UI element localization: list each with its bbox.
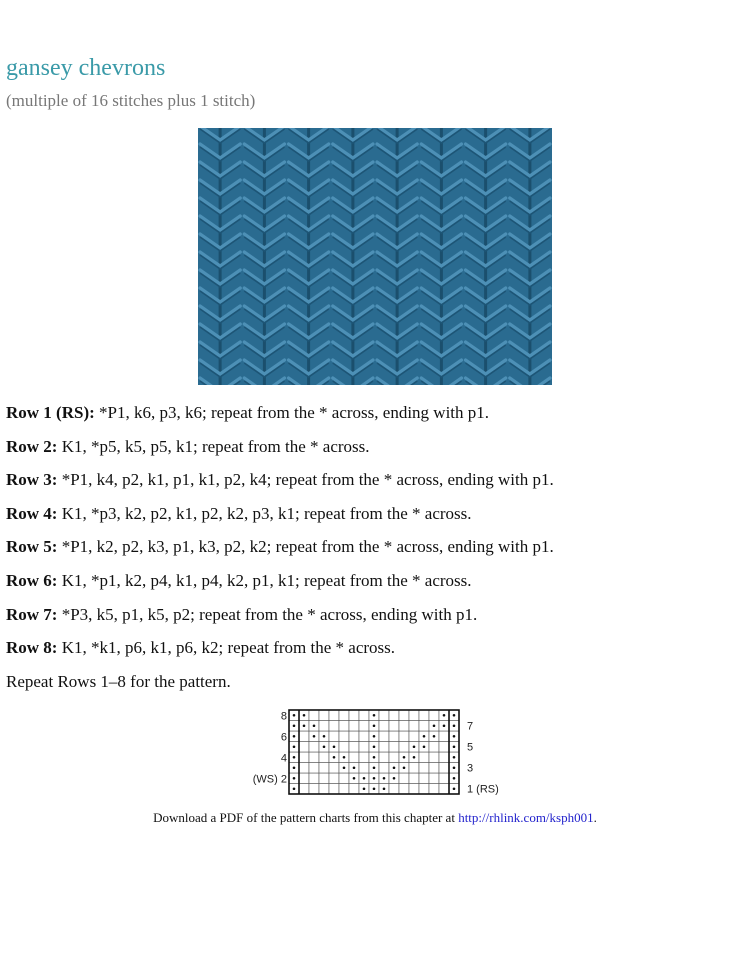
chart-cell bbox=[399, 784, 409, 795]
chart-cell bbox=[329, 773, 339, 784]
knitted-swatch-photo bbox=[198, 128, 552, 385]
chart-cell bbox=[389, 731, 399, 742]
chart-purl-dot bbox=[373, 735, 376, 738]
chart-cell bbox=[319, 721, 329, 732]
chart-cell bbox=[399, 710, 409, 721]
chart-cell bbox=[339, 773, 349, 784]
chart-cell bbox=[409, 773, 419, 784]
stitch-chart-grid bbox=[245, 704, 507, 798]
chart-cell bbox=[419, 752, 429, 763]
chart-cell bbox=[389, 721, 399, 732]
chart-cell bbox=[409, 731, 419, 742]
chart-row-label-1-rs: 1 (RS) bbox=[467, 783, 499, 796]
row-label: Row 8: bbox=[6, 638, 58, 658]
chart-cell bbox=[379, 752, 389, 763]
chart-purl-dot bbox=[403, 766, 406, 769]
chart-cell bbox=[329, 721, 339, 732]
row-instruction bbox=[6, 469, 554, 503]
chart-purl-dot bbox=[303, 714, 306, 717]
chart-cell bbox=[399, 773, 409, 784]
chart-cell bbox=[309, 710, 319, 721]
chart-cell bbox=[309, 742, 319, 753]
row-label: Row 6: bbox=[6, 570, 58, 590]
chart-cell bbox=[349, 731, 359, 742]
chart-purl-dot bbox=[423, 735, 426, 738]
chart-cell bbox=[349, 710, 359, 721]
chart-cell bbox=[329, 710, 339, 721]
chart-row-label-5: 5 bbox=[467, 741, 474, 754]
chart-purl-dot bbox=[433, 735, 436, 738]
chart-cell bbox=[409, 784, 419, 795]
chart-purl-dot bbox=[373, 766, 376, 769]
chart-purl-dot bbox=[293, 777, 296, 780]
row-text: *P1, k2, p2, k3, p1, k3, p2, k2; repeat from the * across, ending with p1. bbox=[57, 537, 554, 557]
chart-cell bbox=[329, 731, 339, 742]
download-suffix: . bbox=[593, 810, 597, 825]
chart-purl-dot bbox=[293, 714, 296, 717]
chart-cell bbox=[349, 721, 359, 732]
chart-cell bbox=[349, 752, 359, 763]
chart-purl-dot bbox=[333, 745, 336, 748]
chart-purl-dot bbox=[383, 787, 386, 790]
chart-cell bbox=[409, 763, 419, 774]
chart-purl-dot bbox=[293, 787, 296, 790]
chart-cell bbox=[389, 710, 399, 721]
chart-cell bbox=[429, 710, 439, 721]
chart-purl-dot bbox=[453, 745, 456, 748]
chart-purl-dot bbox=[293, 756, 296, 759]
chart-purl-dot bbox=[373, 756, 376, 759]
chart-cell bbox=[389, 752, 399, 763]
chart-cell bbox=[339, 742, 349, 753]
chart-cell bbox=[309, 773, 319, 784]
chart-cell bbox=[299, 763, 309, 774]
chart-cell bbox=[319, 773, 329, 784]
chart-purl-dot bbox=[363, 787, 366, 790]
chart-cell bbox=[419, 710, 429, 721]
chart-purl-dot bbox=[393, 777, 396, 780]
chart-cell bbox=[379, 742, 389, 753]
chart-purl-dot bbox=[423, 745, 426, 748]
chart-purl-dot bbox=[453, 735, 456, 738]
chart-purl-dot bbox=[323, 735, 326, 738]
chart-cell bbox=[359, 742, 369, 753]
chart-purl-dot bbox=[293, 735, 296, 738]
chart-cell bbox=[299, 773, 309, 784]
chart-row-label-4: 4 bbox=[280, 752, 287, 765]
row-label: Row 3: bbox=[6, 470, 58, 490]
chart-purl-dot bbox=[343, 766, 346, 769]
row-label: Row 7: bbox=[6, 604, 58, 624]
row-instruction bbox=[6, 604, 554, 638]
row-instruction bbox=[6, 570, 554, 604]
chart-purl-dot bbox=[453, 724, 456, 727]
row-instructions bbox=[6, 402, 554, 704]
chart-purl-dot bbox=[373, 787, 376, 790]
chart-cell bbox=[359, 710, 369, 721]
row-instruction bbox=[6, 536, 554, 570]
chart-cell bbox=[299, 784, 309, 795]
chart-cell bbox=[319, 784, 329, 795]
chart-cell bbox=[339, 721, 349, 732]
chart-purl-dot bbox=[373, 714, 376, 717]
chart-cell bbox=[319, 763, 329, 774]
chart-cell bbox=[339, 710, 349, 721]
row-text: *P1, k4, p2, k1, p1, k1, p2, k4; repeat from the * across, ending with p1. bbox=[57, 470, 554, 490]
pattern-title: gansey chevrons bbox=[6, 55, 166, 81]
chart-cell bbox=[439, 742, 449, 753]
chart-cell bbox=[299, 742, 309, 753]
chart-cell bbox=[419, 784, 429, 795]
chart-purl-dot bbox=[293, 745, 296, 748]
chart-cell bbox=[389, 742, 399, 753]
chart-cell bbox=[379, 710, 389, 721]
chart-purl-dot bbox=[443, 724, 446, 727]
chart-cell bbox=[399, 731, 409, 742]
row-text: *P1, k6, p3, k6; repeat from the * across, ending with p1. bbox=[94, 403, 490, 422]
chart-cell bbox=[409, 710, 419, 721]
chart-purl-dot bbox=[453, 766, 456, 769]
chart-cell bbox=[379, 763, 389, 774]
chart-cell bbox=[359, 752, 369, 763]
chart-purl-dot bbox=[353, 766, 356, 769]
row-text: K1, *p1, k2, p4, k1, p4, k2, p1, k1; repeat from the * across. bbox=[57, 570, 472, 590]
download-text: Download a PDF of the pattern charts from this chapter at bbox=[153, 810, 459, 825]
chart-cell bbox=[429, 763, 439, 774]
chart-cell bbox=[439, 773, 449, 784]
chart-cell bbox=[379, 731, 389, 742]
download-link[interactable]: http://rhlink.com/ksph001 bbox=[458, 810, 594, 825]
chart-cell bbox=[359, 763, 369, 774]
row-label: Row 2: bbox=[6, 436, 58, 456]
chart-purl-dot bbox=[393, 766, 396, 769]
chart-purl-dot bbox=[413, 756, 416, 759]
chart-purl-dot bbox=[293, 724, 296, 727]
chart-purl-dot bbox=[413, 745, 416, 748]
chart-row-label-8: 8 bbox=[280, 710, 287, 723]
chart-cell bbox=[339, 784, 349, 795]
chart-cell bbox=[329, 784, 339, 795]
chart-purl-dot bbox=[373, 724, 376, 727]
chart-cell bbox=[359, 721, 369, 732]
chart-cell bbox=[429, 752, 439, 763]
repeat-note: Repeat Rows 1–8 for the pattern. bbox=[6, 671, 231, 691]
chart-cell bbox=[309, 784, 319, 795]
chart-cell bbox=[329, 763, 339, 774]
row-text: K1, *p3, k2, p2, k1, p2, k2, p3, k1; repeat from the * across. bbox=[57, 503, 472, 523]
chart-cell bbox=[439, 752, 449, 763]
chart-cell bbox=[399, 721, 409, 732]
swatch-chevron-texture bbox=[198, 128, 552, 385]
chart-purl-dot bbox=[293, 766, 296, 769]
chart-cell bbox=[419, 773, 429, 784]
chart-purl-dot bbox=[453, 777, 456, 780]
chart-purl-dot bbox=[383, 777, 386, 780]
chart-cell bbox=[439, 784, 449, 795]
chart-purl-dot bbox=[333, 756, 336, 759]
chart-cell bbox=[429, 742, 439, 753]
chart-cell bbox=[309, 752, 319, 763]
chart-cell bbox=[419, 721, 429, 732]
chart-cell bbox=[309, 763, 319, 774]
chart-purl-dot bbox=[313, 735, 316, 738]
chart-purl-dot bbox=[313, 724, 316, 727]
chart-cell bbox=[299, 752, 309, 763]
chart-cell bbox=[399, 742, 409, 753]
chart-row-label-6: 6 bbox=[280, 731, 287, 744]
chart-cell bbox=[359, 731, 369, 742]
row-label: Row 5: bbox=[6, 537, 58, 557]
chart-purl-dot bbox=[373, 777, 376, 780]
row-instruction bbox=[6, 402, 554, 436]
row-instruction bbox=[6, 503, 554, 537]
chart-purl-dot bbox=[453, 714, 456, 717]
chart-purl-dot bbox=[403, 756, 406, 759]
chart-purl-dot bbox=[453, 787, 456, 790]
chart-cell bbox=[319, 710, 329, 721]
chart-purl-dot bbox=[373, 745, 376, 748]
chart-cell bbox=[429, 773, 439, 784]
row-text: *P3, k5, p1, k5, p2; repeat from the * across, ending with p1. bbox=[57, 604, 478, 624]
chart-purl-dot bbox=[433, 724, 436, 727]
chart-cell bbox=[439, 731, 449, 742]
chart-cell bbox=[379, 721, 389, 732]
chart-purl-dot bbox=[303, 724, 306, 727]
row-instruction bbox=[6, 436, 554, 470]
download-note bbox=[0, 810, 750, 826]
chart-purl-dot bbox=[343, 756, 346, 759]
chart-purl-dot bbox=[323, 745, 326, 748]
row-label: Row 4: bbox=[6, 503, 58, 523]
chart-cell bbox=[439, 763, 449, 774]
chart-cell bbox=[319, 752, 329, 763]
chart-cell bbox=[349, 784, 359, 795]
chart-cell bbox=[409, 721, 419, 732]
row-text: K1, *p5, k5, p5, k1; repeat from the * across. bbox=[57, 436, 370, 456]
row-text: K1, *k1, p6, k1, p6, k2; repeat from the * across. bbox=[57, 638, 396, 658]
chart-purl-dot bbox=[353, 777, 356, 780]
chart-purl-dot bbox=[443, 714, 446, 717]
row-instruction bbox=[6, 637, 554, 671]
chart-cell bbox=[339, 731, 349, 742]
chart-cell bbox=[429, 784, 439, 795]
chart-purl-dot bbox=[363, 777, 366, 780]
chart-row-label-2-ws: (WS) 2 bbox=[252, 773, 287, 786]
chart-cell bbox=[389, 784, 399, 795]
chart-row-label-7: 7 bbox=[467, 720, 474, 733]
pattern-subtitle: (multiple of 16 stitches plus 1 stitch) bbox=[6, 91, 256, 110]
chart-cell bbox=[419, 763, 429, 774]
stitch-chart bbox=[245, 704, 507, 803]
chart-purl-dot bbox=[453, 756, 456, 759]
chart-cell bbox=[349, 742, 359, 753]
row-label: Row 1 (RS): bbox=[6, 403, 95, 422]
chart-cell bbox=[299, 731, 309, 742]
chart-row-label-3: 3 bbox=[467, 762, 474, 775]
